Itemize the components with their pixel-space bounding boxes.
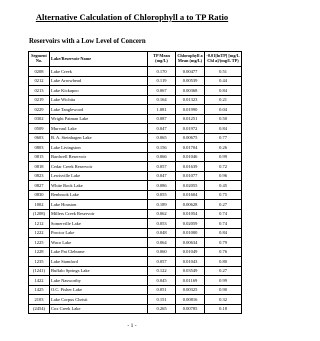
cell-segment-no: 1002 xyxy=(29,200,50,210)
cell-tp-mean: 0.122 xyxy=(148,266,176,276)
cell-chlorophyll-mean: 0.00477 xyxy=(176,67,205,77)
cell-tp-mean: 0.047 xyxy=(148,124,176,134)
header-segment-no: Segment No. xyxy=(29,52,50,67)
table-row xyxy=(29,114,242,124)
cell-ratio: 0.79 xyxy=(205,238,242,248)
cell-lake-name: Lake Livingston xyxy=(50,143,148,153)
cell-lake-name: Waco Lake xyxy=(50,238,148,248)
cell-tp-mean: 0.151 xyxy=(148,295,176,305)
cell-tp-mean: 0.067 xyxy=(148,86,176,96)
cell-lake-name: Bardwell Reservoir xyxy=(50,152,148,162)
cell-lake-name: Lake Corpus Christi xyxy=(50,295,148,305)
cell-tp-mean: 0.057 xyxy=(148,257,176,267)
cell-tp-mean: 0.055 xyxy=(148,190,176,200)
cell-ratio: 0.84 xyxy=(205,228,242,238)
cell-lake-name: Somerville Lake xyxy=(50,219,148,229)
cell-segment-no: 0823 xyxy=(29,171,50,181)
table-row xyxy=(29,171,242,181)
cell-ratio: 0.80 xyxy=(205,257,242,267)
section-subtitle: Reservoirs with a Low Level of Concern xyxy=(29,38,146,45)
cell-lake-name: O.C. Fisher Lake xyxy=(50,285,148,295)
cell-lake-name: Wright Patman Lake xyxy=(50,114,148,124)
table-body xyxy=(29,67,242,314)
cell-chlorophyll-mean: 0.02059 xyxy=(176,219,205,229)
cell-tp-mean: 0.060 xyxy=(148,247,176,257)
cell-segment-no: 0208 xyxy=(29,67,50,77)
cell-ratio: 0.44 xyxy=(205,76,242,86)
cell-chlorophyll-mean: 0.01639 xyxy=(176,162,205,172)
cell-tp-mean: 0.156 xyxy=(148,143,176,153)
table-row xyxy=(29,162,242,172)
cell-chlorophyll-mean: 0.01604 xyxy=(176,190,205,200)
cell-chlorophyll-mean: 0.01704 xyxy=(176,143,205,153)
cell-segment-no: (2454) xyxy=(29,304,50,314)
cell-ratio: 0.77 xyxy=(205,133,242,143)
cell-lake-name: Lewisville Lake xyxy=(50,171,148,181)
cell-ratio: 0.99 xyxy=(205,152,242,162)
cell-ratio: 0.84 xyxy=(205,124,242,134)
cell-segment-no: 0603 xyxy=(29,133,50,143)
cell-tp-mean: 0.066 xyxy=(148,152,176,162)
cell-segment-no: 0827 xyxy=(29,181,50,191)
table-row xyxy=(29,266,242,276)
cell-chlorophyll-mean: 0.00816 xyxy=(176,295,205,305)
cell-tp-mean: 0.265 xyxy=(148,304,176,314)
cell-segment-no: 0818 xyxy=(29,162,50,172)
cell-ratio: 0.27 xyxy=(205,200,242,210)
cell-chlorophyll-mean: 0.01049 xyxy=(176,247,205,257)
cell-segment-no: 1235 xyxy=(29,257,50,267)
table-row xyxy=(29,285,242,295)
cell-tp-mean: 0.047 xyxy=(148,171,176,181)
cell-segment-no: (1208) xyxy=(29,209,50,219)
cell-tp-mean: 0.057 xyxy=(148,162,176,172)
cell-chlorophyll-mean: 0.01077 xyxy=(176,171,205,181)
cell-ratio: 0.99 xyxy=(205,276,242,286)
cell-lake-name: Lake Wichita xyxy=(50,95,148,105)
cell-ratio: 0.90 xyxy=(205,285,242,295)
cell-segment-no: 1425 xyxy=(29,285,50,295)
cell-tp-mean: 0.119 xyxy=(148,76,176,86)
cell-chlorophyll-mean: 0.01000 xyxy=(176,228,205,238)
cell-segment-no: 0509 xyxy=(29,124,50,134)
table-row xyxy=(29,76,242,86)
header-lake-name: Lake/Reservoir Name xyxy=(50,52,148,67)
table-row xyxy=(29,257,242,267)
cell-ratio: 0.51 xyxy=(205,67,242,77)
cell-tp-mean: 0.045 xyxy=(148,276,176,286)
cell-segment-no: 0213 xyxy=(29,86,50,96)
cell-chlorophyll-mean: 0.00368 xyxy=(176,86,205,96)
cell-ratio: 0.72 xyxy=(205,162,242,172)
cell-ratio: 0.27 xyxy=(205,266,242,276)
cell-segment-no: 0302 xyxy=(29,114,50,124)
cell-lake-name: Lake Nasworthy xyxy=(50,276,148,286)
cell-ratio: 0.32 xyxy=(205,295,242,305)
cell-lake-name: Murvaul Lake xyxy=(50,124,148,134)
table-row xyxy=(29,200,242,210)
cell-tp-mean: 0.170 xyxy=(148,67,176,77)
cell-tp-mean: 0.053 xyxy=(148,219,176,229)
cell-lake-name: Buffalo Springs Lake xyxy=(50,266,148,276)
table-row xyxy=(29,190,242,200)
table-row xyxy=(29,67,242,77)
cell-segment-no: 1225 xyxy=(29,238,50,248)
cell-ratio: 0.76 xyxy=(205,247,242,257)
table-row xyxy=(29,238,242,248)
cell-segment-no: 1228 xyxy=(29,247,50,257)
table-row xyxy=(29,209,242,219)
cell-chlorophyll-mean: 0.01054 xyxy=(176,209,205,219)
cell-tp-mean: 0.087 xyxy=(148,114,176,124)
cell-segment-no: 2103 xyxy=(29,295,50,305)
page-number: - 1 - xyxy=(127,323,137,329)
table-row xyxy=(29,181,242,191)
cell-chlorophyll-mean: 0.03549 xyxy=(176,266,205,276)
cell-chlorophyll-mean: 0.00675 xyxy=(176,133,205,143)
cell-segment-no: 1222 xyxy=(29,228,50,238)
cell-segment-no: 0219 xyxy=(29,95,50,105)
cell-lake-name: Benbrook Lake xyxy=(50,190,148,200)
cell-segment-no: 0803 xyxy=(29,143,50,153)
cell-ratio: 0.96 xyxy=(205,171,242,181)
table-row xyxy=(29,95,242,105)
cell-lake-name: Lake Pat Cleburne xyxy=(50,247,148,257)
cell-segment-no: 0229 xyxy=(29,105,50,115)
cell-lake-name: Lake Creek xyxy=(50,67,148,77)
cell-chlorophyll-mean: 0.00539 xyxy=(176,76,205,86)
table-row xyxy=(29,133,242,143)
header-tp-mean: TP Mean (mg/L) xyxy=(148,52,176,67)
table-header-row xyxy=(29,52,242,67)
cell-ratio: 0.74 xyxy=(205,209,242,219)
cell-chlorophyll-mean: 0.01990 xyxy=(176,105,205,115)
cell-tp-mean: 0.164 xyxy=(148,95,176,105)
cell-tp-mean: 0.051 xyxy=(148,285,176,295)
cell-lake-name: Proctor Lake xyxy=(50,228,148,238)
table-row xyxy=(29,152,242,162)
table-row xyxy=(29,228,242,238)
cell-chlorophyll-mean: 0.00628 xyxy=(176,200,205,210)
cell-ratio: 0.45 xyxy=(205,181,242,191)
cell-lake-name: Lake Arrowhead xyxy=(50,76,148,86)
cell-chlorophyll-mean: 0.01251 xyxy=(176,114,205,124)
cell-chlorophyll-mean: 0.02055 xyxy=(176,181,205,191)
cell-ratio: 0.21 xyxy=(205,95,242,105)
cell-tp-mean: 0.086 xyxy=(148,181,176,191)
cell-ratio: 0.50 xyxy=(205,114,242,124)
cell-tp-mean: 0.189 xyxy=(148,200,176,210)
cell-ratio: 0.26 xyxy=(205,143,242,153)
header-ratio: -0.01[lnTP] [mg/L Chl a]/(mg/L TP) xyxy=(205,52,242,67)
cell-lake-name: Lake Stamford xyxy=(50,257,148,267)
cell-chlorophyll-mean: 0.01046 xyxy=(176,152,205,162)
cell-ratio: 0.84 xyxy=(205,86,242,96)
cell-segment-no: 0815 xyxy=(29,152,50,162)
cell-tp-mean: 1.081 xyxy=(148,105,176,115)
table-row xyxy=(29,295,242,305)
cell-ratio: 0.74 xyxy=(205,219,242,229)
cell-lake-name: Lake Tanglewood xyxy=(50,105,148,115)
cell-ratio: 0.04 xyxy=(205,105,242,115)
cell-lake-name: Cedar Creek Reservoir xyxy=(50,162,148,172)
table-row xyxy=(29,143,242,153)
cell-chlorophyll-mean: 0.01169 xyxy=(176,276,205,286)
table-row xyxy=(29,247,242,257)
ratio-table xyxy=(28,51,242,314)
document-title: Alternative Calculation of Chlorophyll a to TP Ratio xyxy=(35,12,229,22)
cell-segment-no: 0212 xyxy=(29,76,50,86)
table-row xyxy=(29,105,242,115)
cell-lake-name: Lake Houston xyxy=(50,200,148,210)
cell-tp-mean: 0.064 xyxy=(148,238,176,248)
cell-chlorophyll-mean: 0.00634 xyxy=(176,238,205,248)
cell-lake-name: Lake Kickapoo xyxy=(50,86,148,96)
cell-chlorophyll-mean: 0.01972 xyxy=(176,124,205,134)
header-chlorophyll-mean: Chlorophyll a Mean (mg/L) xyxy=(176,52,205,67)
cell-ratio: 0.18 xyxy=(205,304,242,314)
cell-ratio: 0.75 xyxy=(205,190,242,200)
table-row xyxy=(29,304,242,314)
cell-lake-name: White Rock Lake xyxy=(50,181,148,191)
cell-lake-name: B. A. Steinhagen Lake xyxy=(50,133,148,143)
cell-lake-name: Millers Creek Reservoir xyxy=(50,209,148,219)
cell-chlorophyll-mean: 0.01043 xyxy=(176,257,205,267)
cell-tp-mean: 0.062 xyxy=(148,209,176,219)
cell-segment-no: 0830 xyxy=(29,190,50,200)
table-row xyxy=(29,276,242,286)
cell-segment-no: 1422 xyxy=(29,276,50,286)
table-row xyxy=(29,86,242,96)
cell-lake-name: Cox Creek Lake xyxy=(50,304,148,314)
cell-tp-mean: 0.048 xyxy=(148,228,176,238)
cell-chlorophyll-mean: 0.01323 xyxy=(176,95,205,105)
table-row xyxy=(29,124,242,134)
table-row xyxy=(29,219,242,229)
cell-segment-no: (1241) xyxy=(29,266,50,276)
cell-chlorophyll-mean: 0.00325 xyxy=(176,285,205,295)
cell-chlorophyll-mean: 0.00785 xyxy=(176,304,205,314)
cell-tp-mean: 0.065 xyxy=(148,133,176,143)
cell-segment-no: 1212 xyxy=(29,219,50,229)
